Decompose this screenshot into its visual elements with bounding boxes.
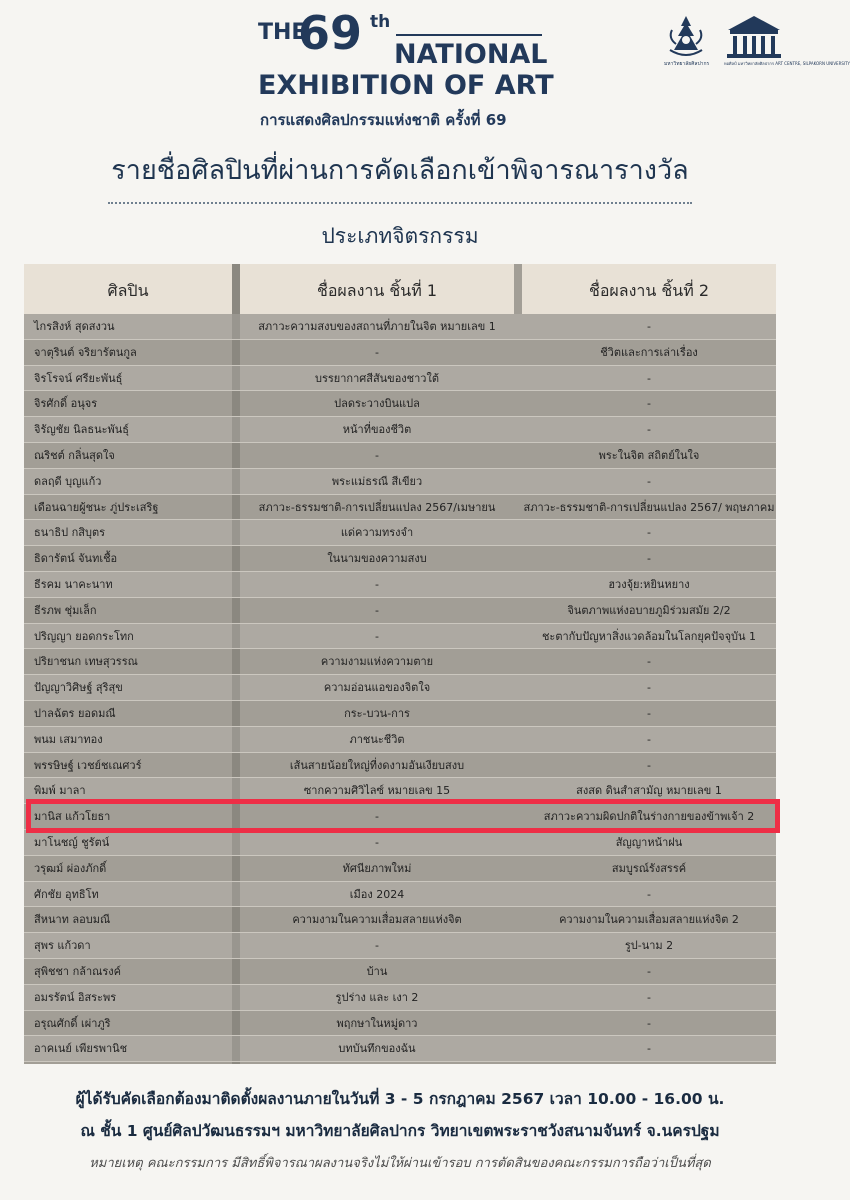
work2-cell: -	[647, 681, 651, 695]
table-row	[24, 443, 776, 469]
work2-cell: จินตภาพแห่งอบายภูมิร่วมสมัย 2/2	[567, 603, 731, 617]
work2-cell: -	[647, 474, 651, 488]
artist-cell: อมรรัตน์ อิสระพร	[34, 990, 117, 1004]
work2-cell: ชีวิตและการเล่าเรื่อง	[600, 345, 698, 359]
work2-cell: ความงามในความเสื่อมสลายแห่งจิต 2	[559, 913, 739, 927]
header-work-1: ชื่อผลงาน ชิ้นที่ 1	[240, 264, 514, 314]
work1-cell: ความงามแห่งความตาย	[320, 655, 434, 669]
artist-cell: อรุณศักดิ์ เผ่าภูริ	[34, 1016, 111, 1030]
work1-cell: -	[375, 810, 379, 824]
work2-cell: -	[647, 1016, 651, 1030]
artist-cell: เดือนฉายผู้ชนะ ภู่ประเสริฐ	[34, 500, 159, 514]
table-row	[24, 649, 776, 675]
work2-cell: -	[647, 887, 651, 901]
work1-cell: -	[375, 345, 379, 359]
table-row	[24, 856, 776, 882]
table-row	[24, 985, 776, 1011]
work2-cell: -	[647, 1042, 651, 1056]
work2-cell: -	[647, 526, 651, 540]
table-row	[24, 959, 776, 985]
title-exhibition: EXHIBITION OF ART	[258, 70, 554, 101]
work1-cell: กระ-บวน-การ	[344, 706, 410, 720]
table-row	[24, 701, 776, 727]
work1-cell: เมือง 2024	[349, 887, 405, 901]
page-title: รายชื่อศิลปินที่ผ่านการคัดเลือกเข้าพิจารณารางวัล	[111, 155, 689, 186]
work1-cell: ความงามในความเสื่อมสลายแห่งจิต	[292, 913, 462, 927]
artist-cell: มานิส แก้วโยธา	[34, 810, 111, 824]
table-row	[24, 314, 776, 340]
highlight-box	[26, 799, 780, 833]
artist-cell: สุพร แก้วดา	[34, 939, 91, 953]
artist-cell: ดลฤดี บุญแก้ว	[34, 474, 102, 488]
table-row	[24, 907, 776, 933]
art-centre-building-icon	[724, 14, 784, 66]
install-date-notice: ผู้ได้รับคัดเลือกต้องมาติดตั้งผลงานภายในวันที่ 3 - 5 กรกฎาคม 2567 เวลา 10.00 - 16.00 น.	[75, 1090, 725, 1108]
work1-cell: ทัศนียภาพใหม่	[342, 861, 412, 875]
artist-cell: ปาลฉัตร ยอดมณี	[34, 706, 116, 720]
work1-cell: รูปร่าง และ เงา 2	[335, 990, 419, 1004]
left-logo-caption: มหาวิทยาลัยศิลปากร	[664, 61, 710, 67]
dotted-divider	[108, 202, 692, 204]
work1-cell: -	[375, 577, 379, 591]
work2-cell: -	[647, 964, 651, 978]
artist-cell: ไกรสิงห์ สุดสงวน	[34, 320, 115, 333]
work2-cell: -	[647, 758, 651, 772]
work2-cell: -	[647, 320, 651, 333]
install-location-notice: ณ ชั้น 1 ศูนย์ศิลปวัฒนธรรมฯ มหาวิทยาลัยศิลปากร วิทยาเขตพระราชวังสนามจันทร์ จ.นครปฐม	[80, 1122, 720, 1140]
artist-cell: มาโนชญ์ ชูรัตน์	[34, 835, 110, 849]
work1-cell: พระแม่ธรณี สีเขียว	[331, 474, 423, 488]
work2-cell: สภาวะความผิดปกติในร่างกายของข้าพเจ้า 2	[543, 810, 755, 824]
table-row	[24, 675, 776, 701]
title-number: 69	[298, 6, 363, 60]
work1-cell: -	[375, 629, 379, 643]
deity-emblem-icon	[664, 14, 708, 66]
artist-cell: จิรโรจน์ ศรียะพันธุ์	[34, 371, 123, 385]
artists-table	[24, 264, 776, 1064]
header-work-2: ชื่อผลงาน ชิ้นที่ 2	[522, 264, 776, 314]
exhibition-title	[258, 6, 554, 129]
artist-cell: จิรศักดิ์ อนุจร	[34, 397, 98, 411]
logo-group	[664, 14, 850, 70]
work2-cell: สัญญาหน้าฝน	[615, 835, 683, 849]
work2-cell: -	[647, 706, 651, 720]
artist-cell: พิมพ์ มาลา	[34, 784, 86, 798]
table-row	[24, 572, 776, 598]
artist-cell: ธิดารัตน์ จันทเชื้อ	[34, 552, 118, 566]
table-row	[24, 624, 776, 650]
title-the: THE	[258, 20, 307, 45]
table-row	[24, 598, 776, 624]
table-row	[24, 830, 776, 856]
table-row	[24, 495, 776, 521]
work2-cell: -	[647, 990, 651, 1004]
artist-cell: สีหนาท ลอบมณี	[34, 913, 111, 927]
work2-cell: สมบูรณ์รังสรรค์	[611, 861, 687, 875]
artist-cell: ปริญญา ยอดกระโทก	[34, 629, 134, 643]
table-row	[24, 366, 776, 392]
artist-cell: ธนาธิป กสิบุตร	[34, 526, 106, 540]
table-row	[24, 520, 776, 546]
table-row	[24, 727, 776, 753]
right-logo-caption: หอศิลป์ มหาวิทยาลัยศิลปากร ART CENTRE, SILPAKORN UNIVERSITY	[724, 61, 850, 66]
work2-cell: -	[647, 552, 651, 566]
page-header	[0, 0, 850, 140]
work1-cell: แด่ความทรงจำ	[340, 526, 414, 540]
table-row	[24, 417, 776, 443]
table-row	[24, 1011, 776, 1037]
table-body	[24, 314, 776, 1062]
artist-cell: ธีรภพ ชุ่มเล็ก	[34, 603, 97, 617]
work1-cell: พฤกษาในหมู่ดาว	[336, 1016, 418, 1030]
work1-cell: ความอ่อนแอของจิตใจ	[323, 681, 431, 695]
category-title: ประเภทจิตรกรรม	[321, 224, 479, 248]
table-row	[24, 933, 776, 959]
table-row	[24, 546, 776, 572]
work1-cell: ในนามของความสงบ	[327, 552, 427, 566]
title-rule	[396, 34, 542, 36]
work2-cell: พระในจิต สถิตย์ในใจ	[598, 448, 700, 462]
artist-cell: จาตุรินต์ จริยารัตนกูล	[34, 345, 137, 359]
work1-cell: -	[375, 835, 379, 849]
work2-cell: -	[647, 655, 651, 669]
committee-note: หมายเหตุ คณะกรรมการ มีสิทธิ์พิจารณาผลงานจริงไม่ให้ผ่านเข้ารอบ การตัดสินของคณะกรรมการถือว่าเป็นที่สุด	[89, 1156, 711, 1171]
table-row	[24, 469, 776, 495]
header-artist: ศิลปิน	[24, 264, 232, 314]
artist-cell: ศักชัย อุทธิโท	[34, 887, 99, 901]
work2-cell: -	[647, 397, 651, 411]
work2-cell: รูป-นาม 2	[624, 939, 674, 953]
work1-cell: ซากความศิวิไลซ์ หมายเลข 15	[303, 784, 451, 798]
table-row	[24, 391, 776, 417]
artist-cell: ณริชต์ กลิ่นสุดใจ	[34, 448, 115, 462]
artist-cell: ปัญญาวิศิษฐ์ สุริสุข	[34, 681, 123, 695]
title-ordinal: th	[370, 12, 391, 32]
work1-cell: สภาวะความสงบของสถานที่ภายในจิต หมายเลข 1	[258, 320, 496, 333]
title-national: NATIONAL	[394, 39, 548, 70]
work2-cell: ชะตากับปัญหาสิ่งแวดล้อมในโลกยุคปัจจุบัน 1	[541, 629, 757, 643]
work2-cell: สงสด ดินสำสามัญ หมายเลข 1	[576, 784, 722, 798]
work2-cell: สภาวะ-ธรรมชาติ-การเปลี่ยนแปลง 2567/ พฤษภาคม	[523, 500, 775, 514]
artist-cell: พรรษิษฐ์ เวชย์ชเณศวร์	[34, 758, 142, 772]
work2-cell: ฮวงจุ้ย:หยินหยาง	[608, 577, 690, 591]
table-row	[24, 753, 776, 779]
artist-cell: วรุฒม์ ผ่องภักดิ์	[34, 861, 107, 875]
work1-cell: บรรยากาศสีสันของชาวใต้	[314, 371, 440, 385]
table-row	[24, 340, 776, 366]
title-thai: การแสดงศิลปกรรมแห่งชาติ ครั้งที่ 69	[260, 111, 507, 129]
artist-cell: พนม เสมาทอง	[34, 732, 103, 746]
work1-cell: เส้นสายน้อยใหญ่ที่งดงามอันเงียบสงบ	[289, 758, 465, 772]
work1-cell: ปลดระวางบินแปล	[334, 397, 420, 411]
table-row	[24, 882, 776, 908]
work1-cell: หน้าที่ของชีวิต	[342, 423, 412, 437]
artist-cell: ปริยาชนก เทษสุวรรณ	[34, 655, 138, 669]
work2-cell: -	[647, 732, 651, 746]
work1-cell: ภาชนะชีวิต	[349, 732, 405, 746]
artist-cell: สุพิชชา กล้าณรงค์	[34, 964, 121, 978]
work1-cell: -	[375, 939, 379, 953]
artist-cell: อาคเนย์ เพียรพานิช	[34, 1042, 128, 1056]
work2-cell: -	[647, 371, 651, 385]
work1-cell: สภาวะ-ธรรมชาติ-การเปลี่ยนแปลง 2567/เมษายน	[258, 500, 496, 514]
table-row	[24, 1036, 776, 1062]
artist-cell: จิรัญชัย นิลธนะพันธุ์	[34, 423, 130, 437]
work2-cell: -	[647, 423, 651, 437]
work1-cell: -	[375, 603, 379, 617]
work1-cell: บทบันทึกของฉัน	[338, 1042, 416, 1056]
artist-cell: ธีรคม นาคะนาท	[34, 577, 113, 591]
table-header	[24, 264, 776, 314]
work1-cell: -	[375, 448, 379, 462]
work1-cell: บ้าน	[366, 964, 388, 978]
